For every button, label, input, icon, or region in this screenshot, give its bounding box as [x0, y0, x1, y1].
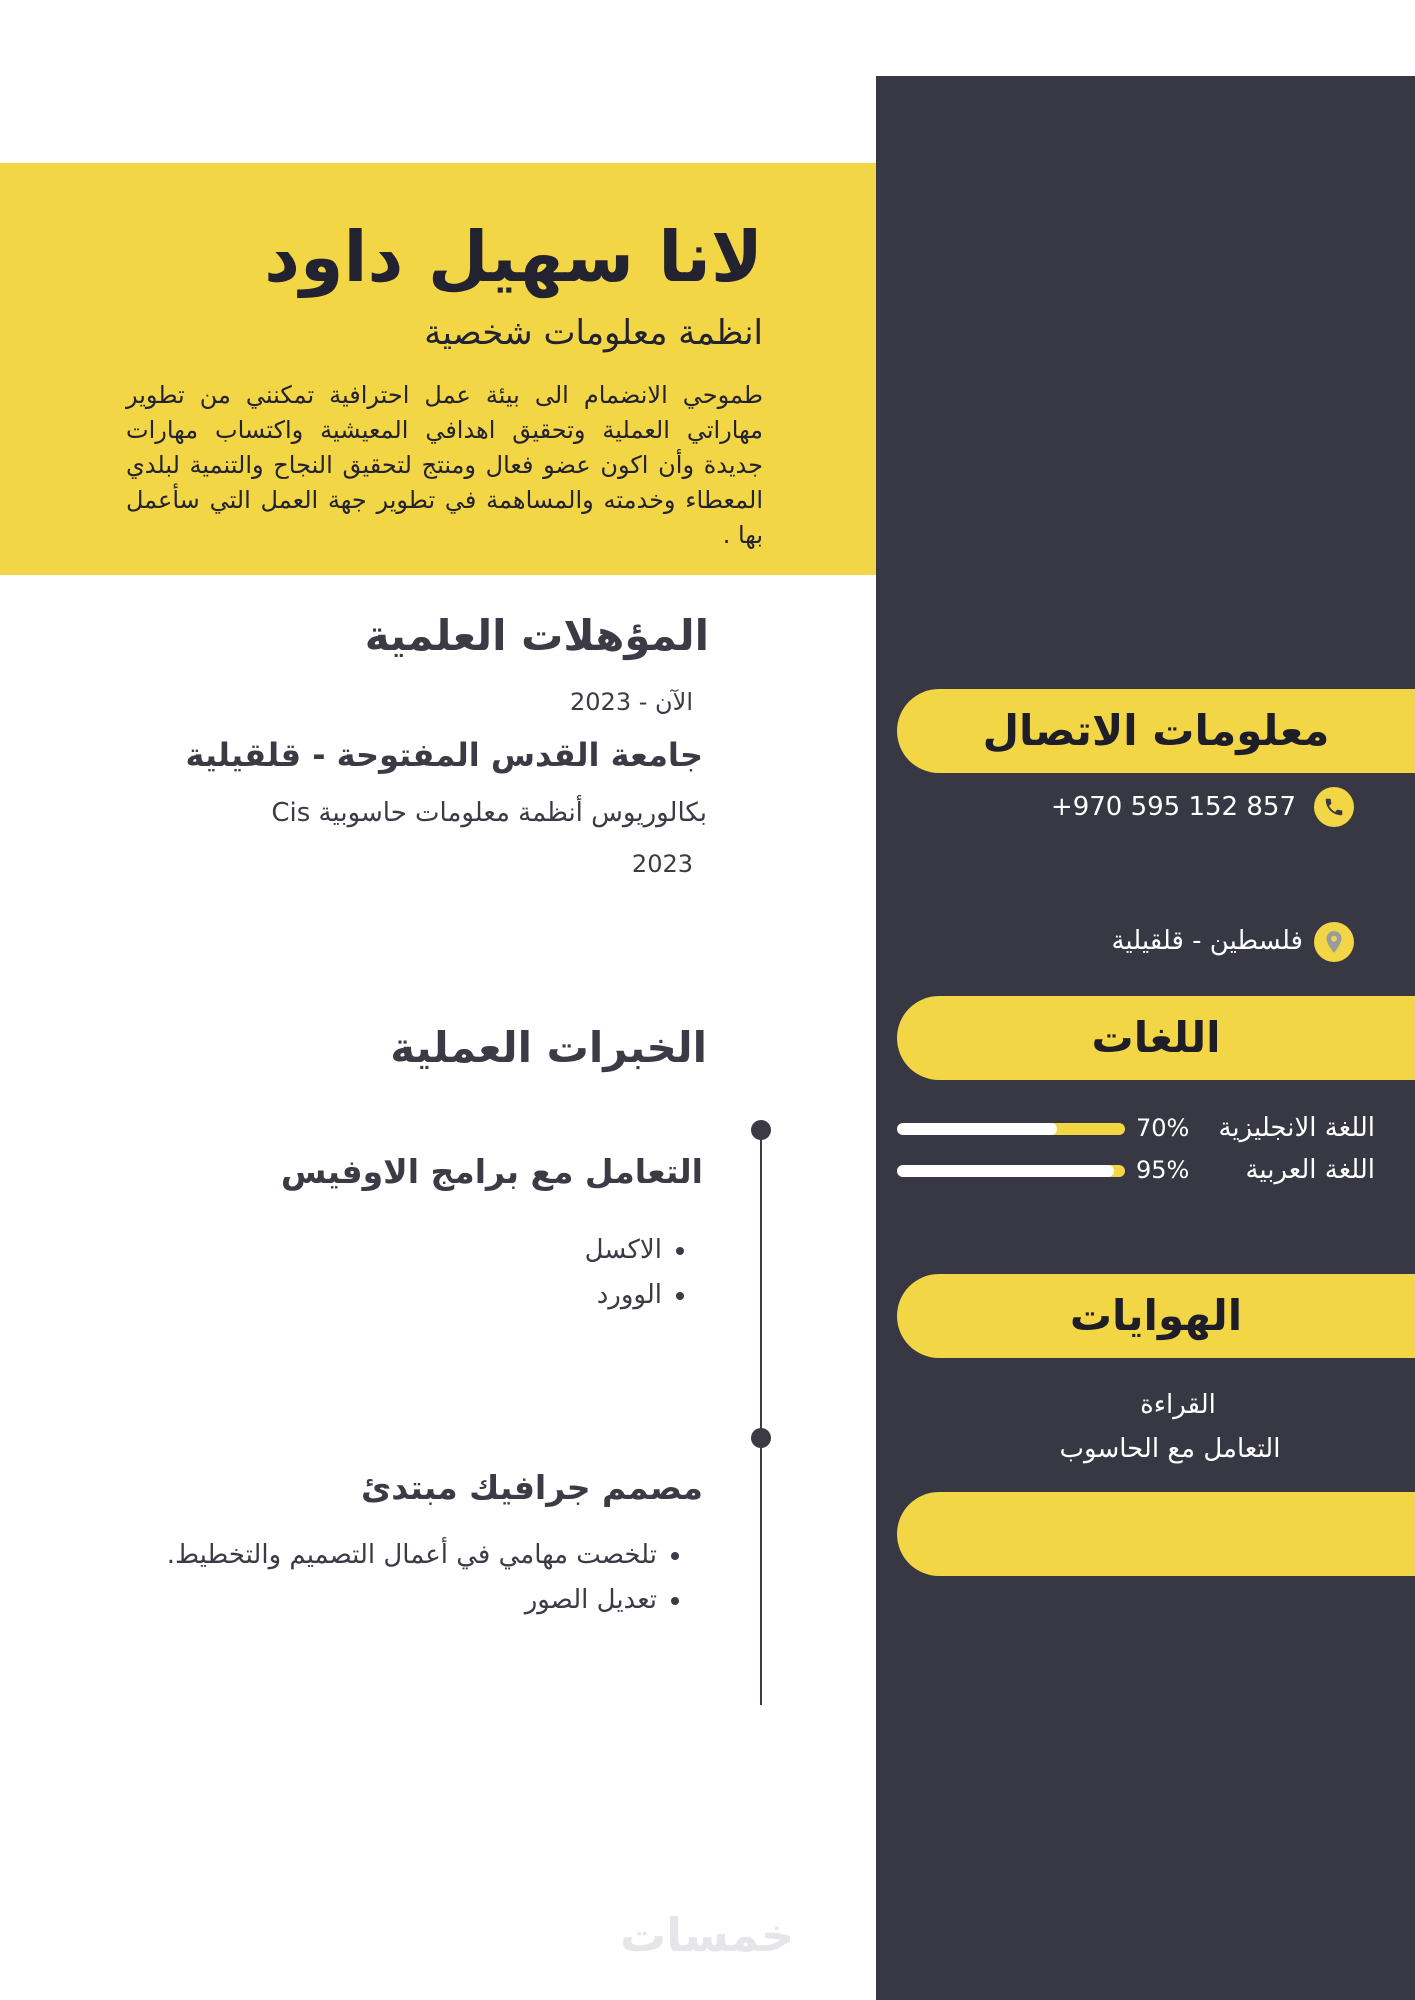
job-title: انظمة معلومات شخصية: [424, 313, 763, 353]
experience-timeline: [760, 1130, 762, 1705]
experience-title: مصمم جرافيك مبتدئ: [360, 1468, 703, 1507]
location-pin-icon: [1314, 922, 1354, 962]
education-heading: المؤهلات العلمية: [364, 611, 709, 660]
phone-number: +970 595 152 857: [1050, 792, 1296, 822]
hobbies-heading: الهوايات: [1069, 1291, 1243, 1340]
contact-heading-pill: [897, 689, 1415, 773]
degree-text: بكالوريوس أنظمة معلومات حاسوبية Cis: [271, 798, 707, 828]
bullet-item: • تلخصت مهامي في أعمال التصميم والتخطيط.: [167, 1533, 657, 1578]
education-period: الآن - 2023: [570, 688, 693, 716]
bullet-item: • الاكسل: [585, 1228, 662, 1273]
hobbies-heading-pill: [897, 1274, 1415, 1358]
language-level-bar: [897, 1165, 1125, 1177]
timeline-dot: [751, 1428, 771, 1448]
language-percent: 95%: [1136, 1156, 1190, 1184]
watermark-logo: خمسات: [620, 1908, 795, 1962]
timeline-dot: [751, 1120, 771, 1140]
bullet-item: • الوورد: [585, 1273, 662, 1318]
experience-heading: الخبرات العملية: [390, 1023, 707, 1072]
contact-heading: معلومات الاتصال: [982, 706, 1330, 755]
language-name: اللغة الانجليزية: [1218, 1113, 1375, 1143]
language-percent: 70%: [1136, 1114, 1190, 1142]
languages-heading: اللغات: [1091, 1013, 1221, 1062]
summary-text: طموحي الانضمام الى بيئة عمل احترافية تمكنني من تطوير مهاراتي العملية وتحقيق اهدافي المعيشية واكتساب مهارات جديدة وأن اكون عضو فعال ومنتج لتحقيق النجاح والتنمية لبلدي المعطاء وخدمته والمساهمة في تطوير جهة العمل التي سأعمل بها .: [126, 381, 763, 549]
experience-bullets: [585, 1228, 696, 1318]
decorative-pill: [897, 1492, 1415, 1576]
language-level-bar: [897, 1123, 1125, 1135]
language-name: اللغة العربية: [1245, 1155, 1375, 1185]
hobby-item: القراءة: [1140, 1390, 1216, 1420]
bullet-item: • تعديل الصور: [167, 1578, 657, 1623]
languages-heading-pill: [897, 996, 1415, 1080]
graduation-year: 2023: [631, 850, 693, 878]
language-level-fill: [897, 1165, 1114, 1177]
hobby-item: التعامل مع الحاسوب: [1059, 1434, 1281, 1464]
candidate-name: لانا سهيل داود: [264, 216, 763, 298]
phone-icon: [1314, 787, 1354, 827]
language-level-fill: [897, 1123, 1057, 1135]
location-text: فلسطين - قلقيلية: [1111, 926, 1303, 956]
experience-bullets: [167, 1533, 691, 1623]
university-name: جامعة القدس المفتوحة - قلقيلية: [185, 736, 703, 774]
experience-title: التعامل مع برامج الاوفيس: [280, 1152, 703, 1191]
